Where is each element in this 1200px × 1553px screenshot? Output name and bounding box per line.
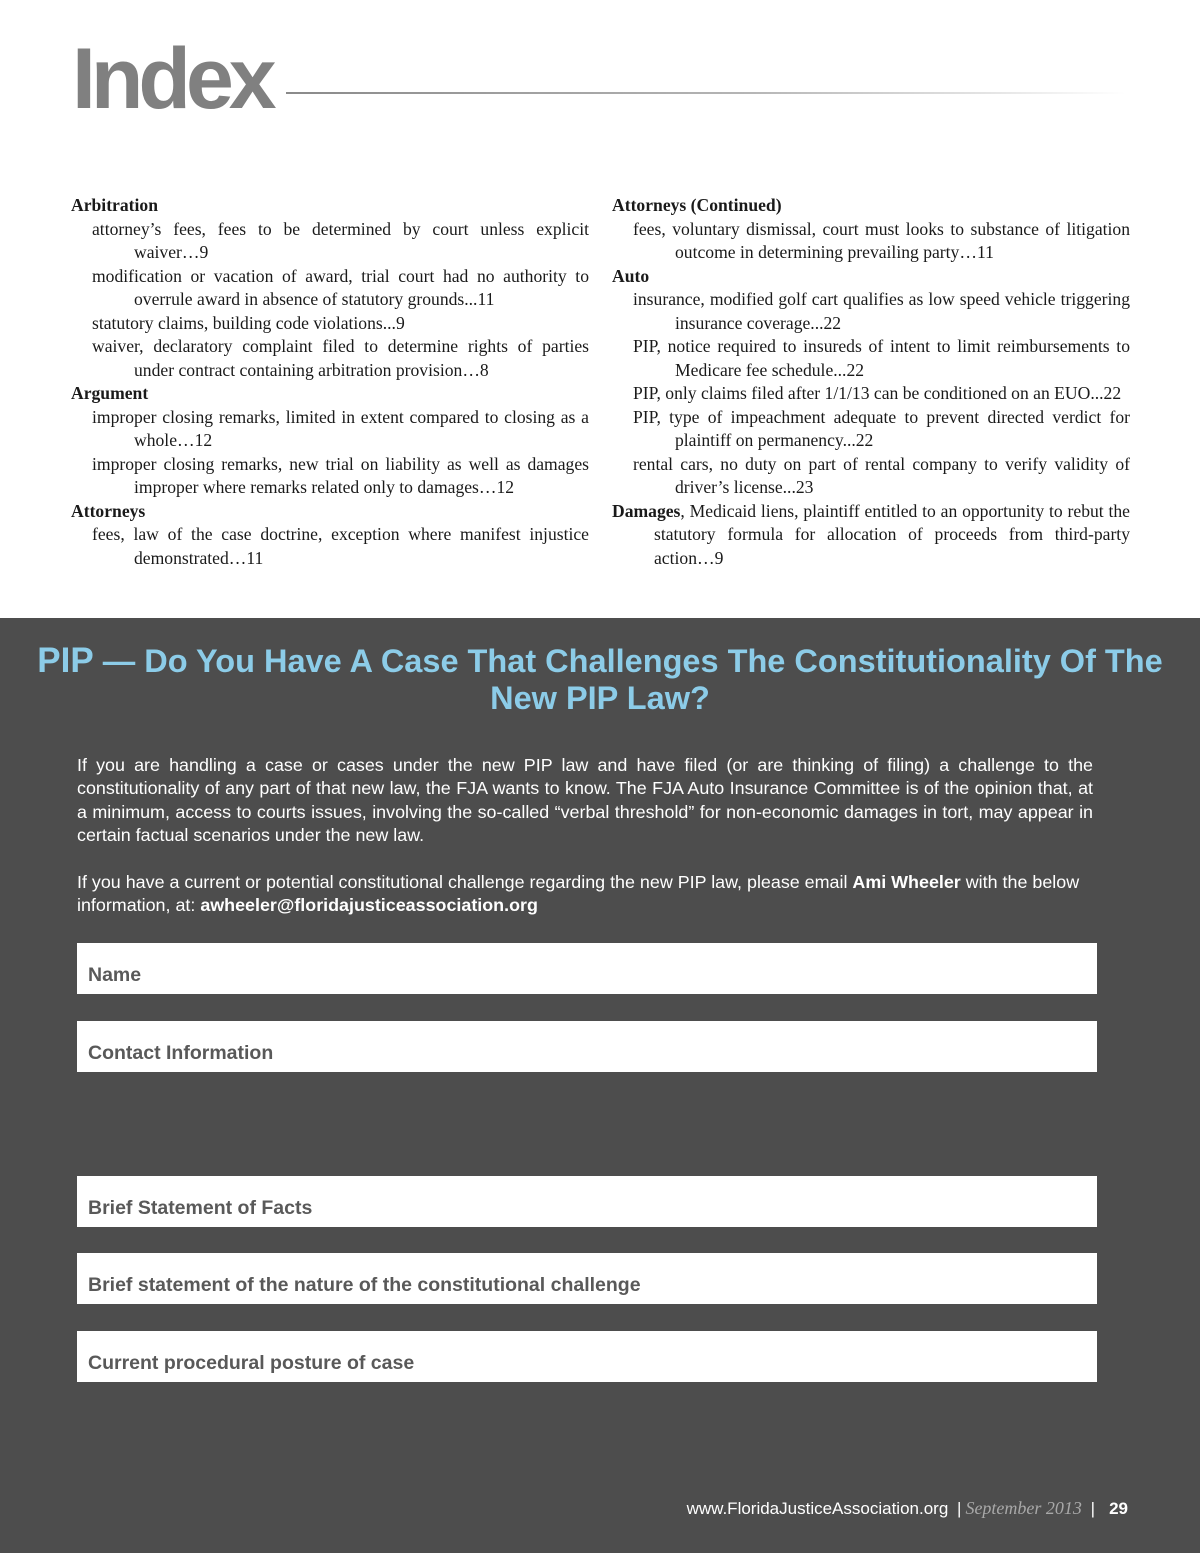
contact-email-link[interactable]: awheeler@floridajusticeassociation.org (200, 895, 538, 916)
index-entry: fees, voluntary dismissal, court must looks to substance of litigation outcome in determining prevailing party…11 (633, 218, 1130, 262)
pip-title-rest: — Do You Have A Case That Challenges The Constitutionality Of The New PIP Law? (93, 643, 1163, 716)
page-title: Index (72, 31, 272, 127)
index-entry-damages-text: , Medicaid liens, plaintiff entitled to an opportunity to rebut the statutory formula for allocation of proceeds from third-party action…9 (654, 500, 1130, 568)
index-entry: modification or vacation of award, trial court had no authority to overrule award in absence of statutory grounds...11 (92, 265, 589, 309)
index-entry: improper closing remarks, limited in extent compared to closing as a whole…12 (92, 406, 589, 450)
index-heading-arbitration: Arbitration (71, 195, 158, 215)
page-footer (687, 1498, 1128, 1519)
constitutional-challenge-field[interactable]: Brief statement of the nature of the constitutional challenge (77, 1253, 1097, 1304)
procedural-posture-field[interactable]: Current procedural posture of case (77, 1331, 1097, 1382)
contact-information-field[interactable]: Contact Information (77, 1021, 1097, 1072)
index-entry: rental cars, no duty on part of rental company to verify validity of driver’s license...23 (633, 453, 1130, 497)
pip-contact-text-1: If you have a current or potential constitutional challenge regarding the new PIP law, please email (77, 872, 853, 892)
index-entry: PIP, type of impeachment adequate to prevent directed verdict for plaintiff on permanency...22 (633, 406, 1130, 450)
footer-website-link[interactable]: www.FloridaJusticeAssociation.org (686, 1499, 949, 1518)
contact-name: Ami Wheeler (852, 872, 961, 892)
index-entry: statutory claims, building code violations...9 (92, 312, 405, 333)
pip-intro-paragraph: If you are handling a case or cases under the new PIP law and have filed (or are thinking of filing) a challenge to the constitutionality of any part of that new law, the FJA wants to know. The FJA Auto Insurance Committee is of the opinion that, at a minimum, access to courts issues, involving the so-called “verbal threshold” for non-economic damages in tort, may appear in certain factual scenarios under the new law. (77, 755, 1093, 845)
pip-title-lead: PIP (37, 641, 94, 680)
index-column-left (71, 194, 589, 570)
index-heading-attorneys-continued: Attorneys (Continued) (612, 195, 782, 215)
pip-callout-title (0, 642, 1200, 717)
footer-issue-date: September 2013 (965, 1498, 1082, 1518)
footer-separator: | (1090, 1499, 1096, 1518)
index-column-right (612, 194, 1130, 570)
index-entry: improper closing remarks, new trial on liability as well as damages improper where remarks related only to damages…12 (92, 453, 589, 497)
page-number: 29 (1109, 1499, 1128, 1518)
pip-contact-paragraph (77, 871, 1093, 918)
index-entry: attorney’s fees, fees to be determined by court unless explicit waiver…9 (92, 218, 589, 262)
title-rule (286, 92, 1126, 94)
index-entry: fees, law of the case doctrine, exception where manifest injustice demonstrated…11 (92, 524, 589, 568)
index-heading-attorneys: Attorneys (71, 500, 146, 521)
index-entry: insurance, modified golf cart qualifies as low speed vehicle triggering insurance coverage...22 (633, 289, 1130, 333)
statement-of-facts-field[interactable]: Brief Statement of Facts (77, 1176, 1097, 1227)
index-heading-damages: Damages (612, 500, 681, 521)
name-field[interactable]: Name (77, 943, 1097, 994)
index-entry: waiver, declaratory complaint filed to determine rights of parties under contract containing arbitration provision…8 (92, 336, 589, 380)
index-entry: PIP, notice required to insureds of intent to limit reimbursements to Medicare fee schedule...22 (633, 336, 1130, 380)
index-entry-damages (612, 500, 1130, 571)
pip-callout-section (0, 618, 1200, 1553)
index-heading-auto: Auto (612, 265, 650, 286)
index-entry: PIP, only claims filed after 1/1/13 can be conditioned on an EUO...22 (633, 383, 1122, 403)
index-heading-argument: Argument (71, 383, 149, 403)
footer-separator: | (957, 1499, 962, 1518)
pip-contact-text-2: with the below information, at: (77, 872, 1080, 916)
